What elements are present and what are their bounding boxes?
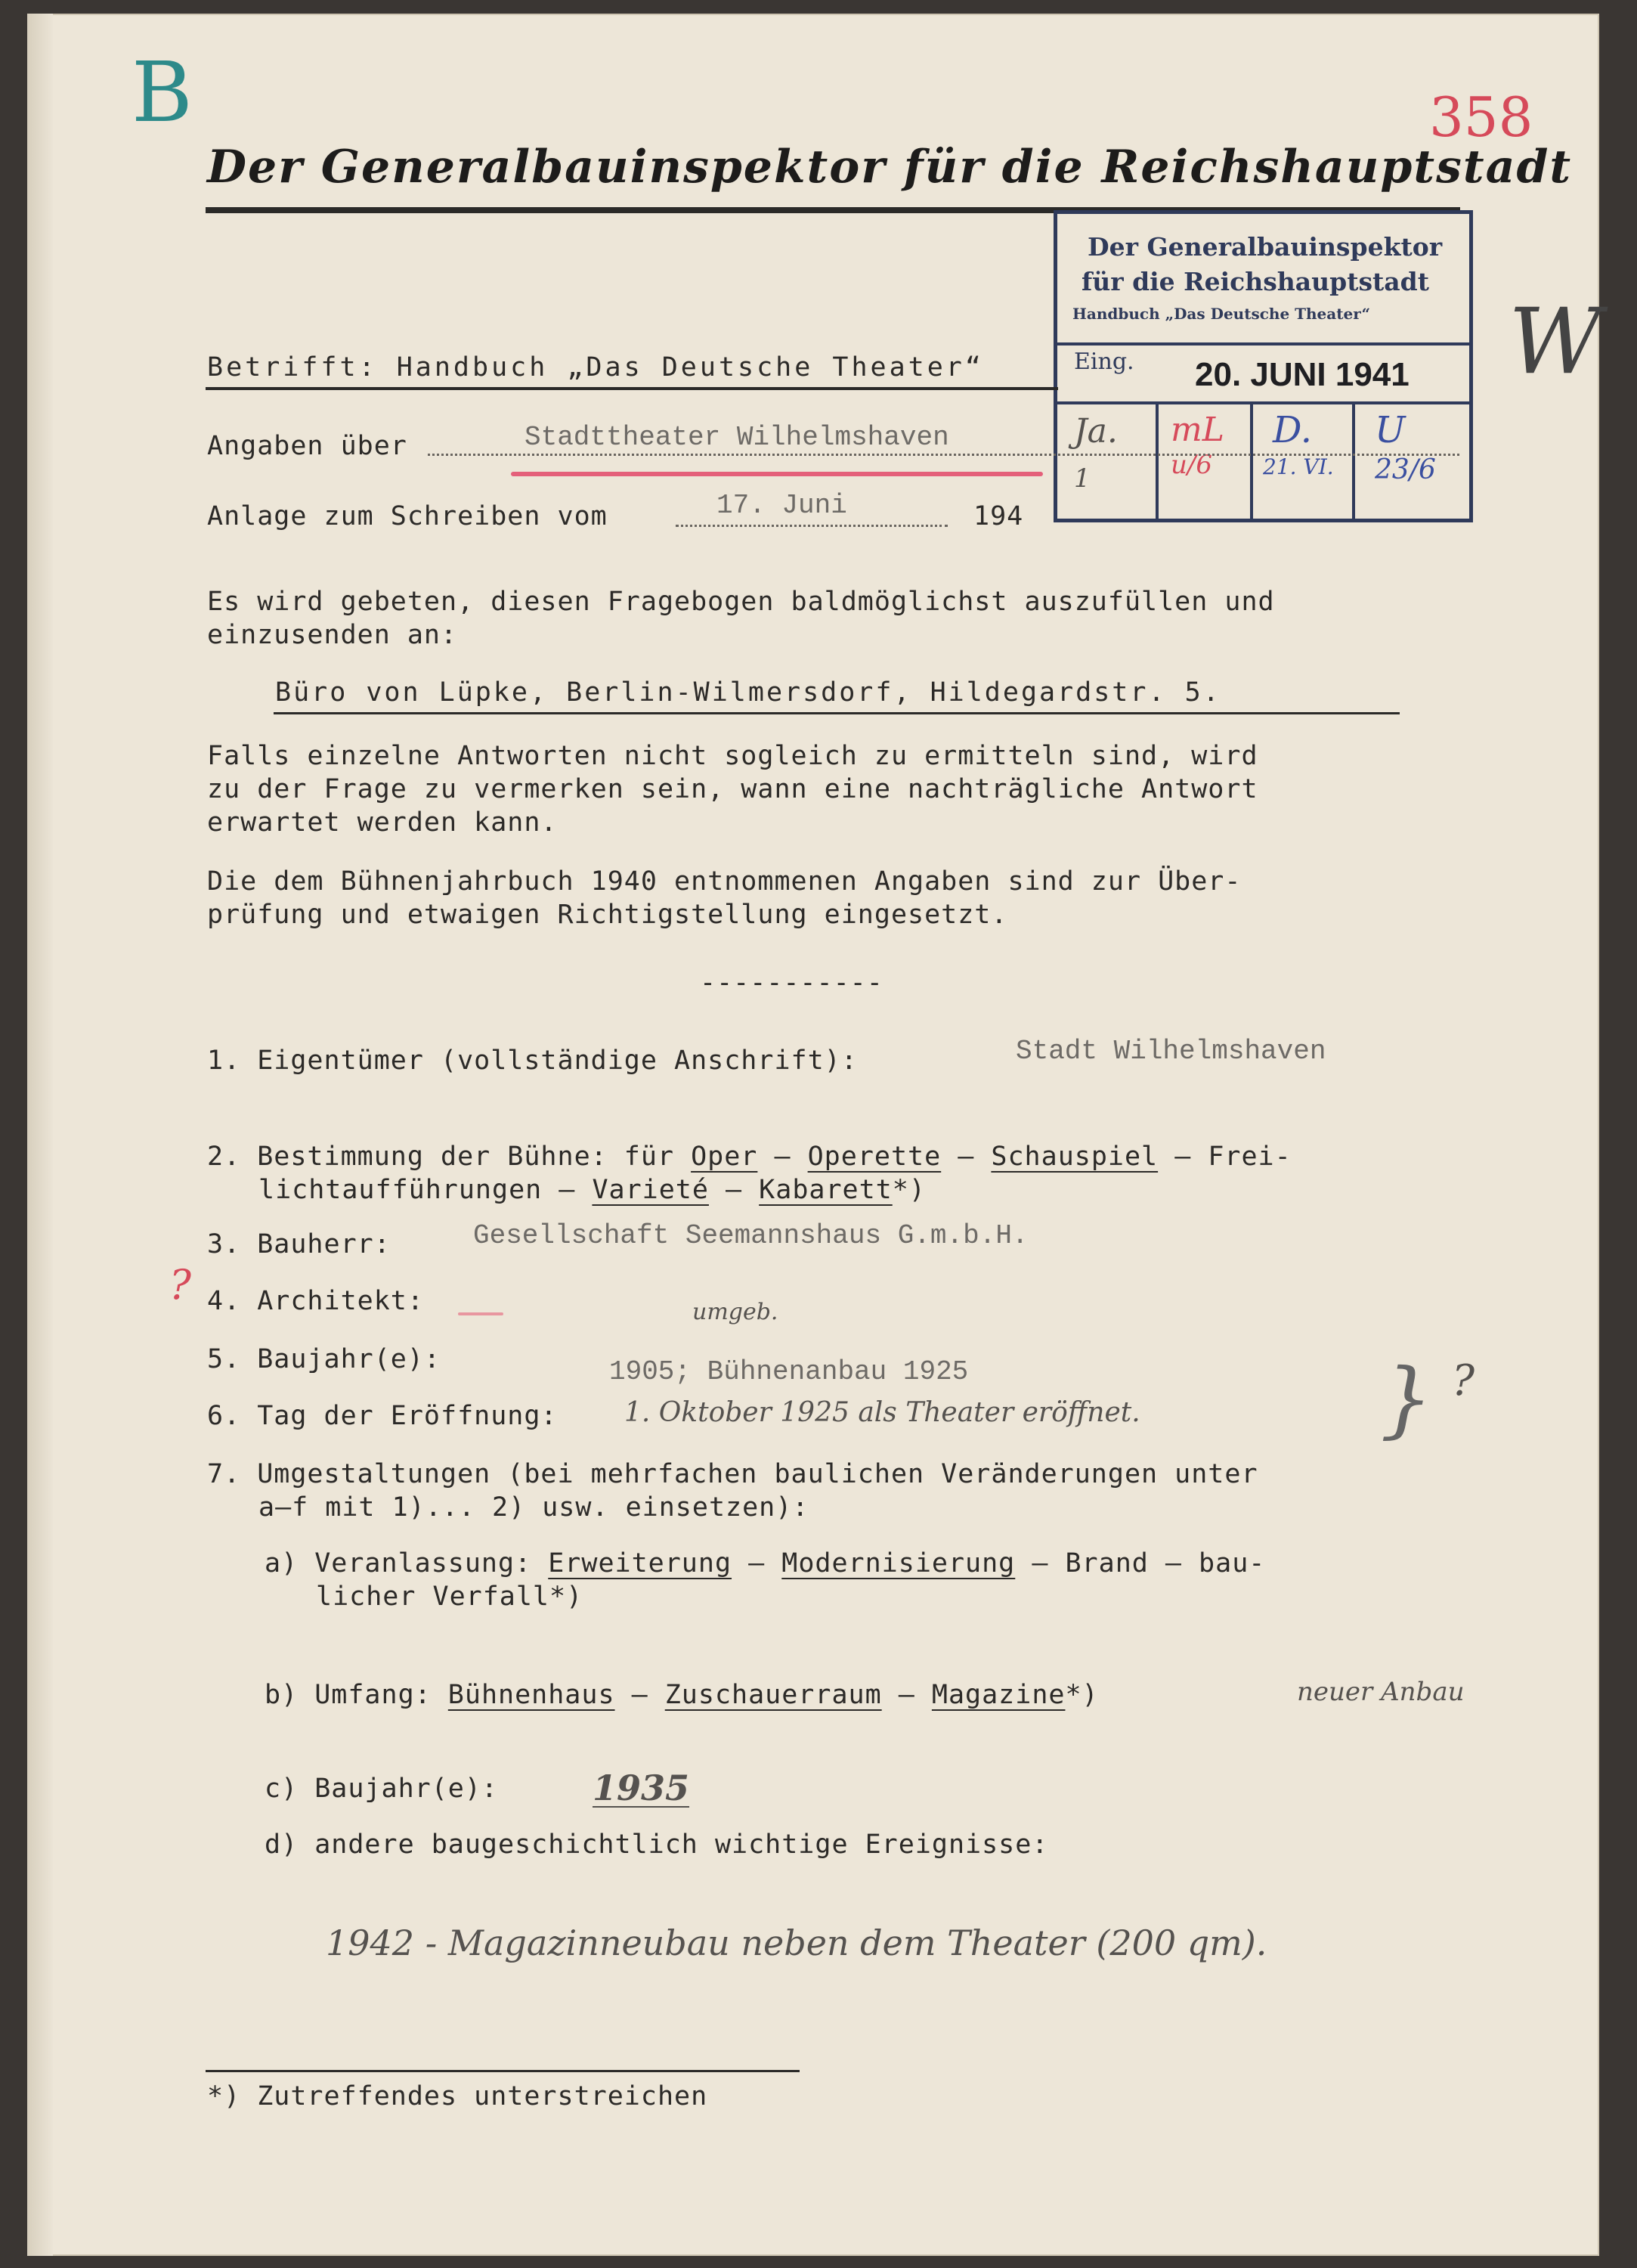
mark-right-margin: W	[1509, 290, 1602, 395]
mark-page-number: 358	[1429, 85, 1533, 149]
q7b-label: b) Umfang:	[265, 1680, 448, 1710]
q7c-handwritten: 1935	[593, 1768, 690, 1808]
separator: -----------	[700, 968, 883, 998]
q2-sep-1: —	[757, 1142, 808, 1172]
address-rule	[274, 712, 1400, 714]
stamp-cell-4: U	[1375, 409, 1406, 451]
falls-line-1: Falls einzelne Antworten nicht sogleich zu ermitteln sind, wird	[207, 741, 1258, 771]
intro-line-1: Es wird gebeten, diesen Fragebogen baldmöglichst auszufüllen und	[207, 587, 1275, 617]
q1-label: 1. Eigentümer (vollständige Anschrift):	[207, 1046, 858, 1076]
q2-sep-2: —	[941, 1142, 992, 1172]
stamp-cell-1: Ja.	[1074, 412, 1118, 451]
stamp-cell-3: D.	[1273, 409, 1313, 451]
q7a-rest: — Brand — bau-	[1015, 1548, 1266, 1579]
q4-label: 4. Architekt:	[207, 1286, 424, 1316]
intro-line-2: einzusenden an:	[207, 620, 458, 650]
q7a-line-2: licher Verfall*)	[316, 1582, 583, 1612]
q2-operette: Operette	[807, 1142, 942, 1172]
anlage-dotline	[676, 525, 948, 527]
q2-oper: Oper	[691, 1142, 758, 1172]
stamp-cell-3-sub: 21. VI.	[1263, 454, 1334, 479]
betrifft-line: Betrifft: Handbuch „Das Deutsche Theater“	[207, 352, 984, 383]
letterhead: Der Generalbauinspektor für die Reichshauptstadt	[207, 141, 1573, 194]
q2-prefix: 2. Bestimmung der Bühne: für	[207, 1142, 692, 1172]
q2-line-2	[258, 1175, 926, 1205]
stamp-divider-2	[1057, 401, 1469, 404]
stamp-line-1: Der Generalbauinspektor	[1088, 232, 1443, 262]
stamp-eing-label: Eing.	[1074, 349, 1134, 375]
q7a-sep: —	[732, 1548, 782, 1579]
die-line-1: Die dem Bühnenjahrbuch 1940 entnommenen Angaben sind zur Über-	[207, 866, 1242, 897]
falls-line-2: zu der Frage zu vermerken sein, wann eine nachträgliche Antwort	[207, 774, 1258, 804]
q4-red-stroke	[458, 1312, 503, 1315]
q5-annotation: umgeb.	[692, 1299, 778, 1325]
angaben-highlight	[511, 472, 1043, 476]
q5-label: 5. Baujahr(e):	[207, 1344, 441, 1374]
q1-value: Stadt Wilhelmshaven	[1016, 1036, 1326, 1067]
q7b-handwritten: neuer Anbau	[1297, 1677, 1465, 1707]
q7d-handwritten: 1942 - Magazinneubau neben dem Theater (200 qm).	[326, 1923, 1267, 1963]
q2-suffix: — Frei-	[1158, 1142, 1292, 1172]
q7b-star: *)	[1065, 1680, 1099, 1710]
betrifft-rule	[206, 387, 1058, 390]
die-line-2: prüfung und etwaigen Richtigstellung eingesetzt.	[207, 900, 1008, 930]
anlage-label: Anlage zum Schreiben vom	[207, 501, 608, 531]
q2-schauspiel: Schauspiel	[991, 1142, 1159, 1172]
stamp-cell-2-sub: u/6	[1171, 450, 1212, 480]
angaben-label: Angaben über	[207, 431, 407, 461]
q7a-label: a) Veranlassung:	[265, 1548, 549, 1579]
q2-kabarett: Kabarett	[759, 1175, 893, 1205]
stamp-cell-2: mL	[1171, 411, 1224, 449]
q2-line-1	[207, 1142, 1292, 1172]
q7b-sep-2: —	[881, 1680, 932, 1710]
stamp-line-3: Handbuch „Das Deutsche Theater“	[1072, 305, 1370, 323]
q2-sep-3: —	[708, 1175, 760, 1205]
q7a-modernisierung: Modernisierung	[781, 1548, 1016, 1579]
receipt-stamp	[1054, 210, 1473, 522]
angaben-value: Stadttheater Wilhelmshaven	[525, 422, 949, 453]
q7-line-1: 7. Umgestaltungen (bei mehrfachen baulichen Veränderungen unter	[207, 1459, 1258, 1489]
q7b-zuschauerraum: Zuschauerraum	[664, 1680, 882, 1710]
stamp-divider	[1057, 342, 1469, 345]
stamp-date: 20. JUNI 1941	[1195, 356, 1410, 393]
stamp-line-2: für die Reichshauptstadt	[1082, 267, 1429, 296]
address-line: Büro von Lüpke, Berlin-Wilmersdorf, Hildegardstr. 5.	[275, 677, 1221, 708]
q6-query-mark: ?	[1452, 1356, 1475, 1405]
q6-label: 6. Tag der Eröffnung:	[207, 1401, 558, 1431]
q7a-line-1	[265, 1548, 1265, 1579]
footnote-rule	[206, 2070, 800, 2072]
footnote: *) Zutreffendes unterstreichen	[207, 2081, 708, 2112]
falls-line-3: erwartet werden kann.	[207, 807, 558, 838]
stamp-col-2	[1250, 401, 1253, 522]
stamp-cell-4-sub: 23/6	[1375, 454, 1436, 485]
q7c-label: c) Baujahr(e):	[265, 1774, 499, 1804]
q7b-line	[265, 1680, 1099, 1710]
q7a-erweiterung: Erweiterung	[548, 1548, 732, 1579]
q3-label: 3. Bauherr:	[207, 1229, 391, 1259]
q7b-sep-1: —	[614, 1680, 665, 1710]
q3-value: Gesellschaft Seemannshaus G.m.b.H.	[473, 1220, 1029, 1251]
q2-line-2-prefix: lichtaufführungen —	[258, 1175, 593, 1205]
stamp-col-3	[1352, 401, 1355, 522]
q6-bracket: }	[1380, 1350, 1433, 1447]
stamp-col-1	[1156, 401, 1159, 522]
mark-top-left: B	[132, 44, 193, 141]
q7b-buehnenhaus: Bühnenhaus	[447, 1680, 615, 1710]
angaben-dotline	[428, 454, 1459, 456]
document-page	[27, 14, 1602, 2256]
q7-line-2: a—f mit 1)... 2) usw. einsetzen):	[258, 1492, 809, 1523]
q7b-magazine: Magazine	[931, 1680, 1066, 1710]
anlage-year: 194	[973, 501, 1024, 531]
anlage-date: 17. Juni	[716, 490, 847, 521]
q7d-label: d) andere baugeschichtlich wichtige Ereignisse:	[265, 1830, 1049, 1860]
stamp-cell-1-sub: 1	[1074, 463, 1091, 494]
q4-margin-mark: ?	[169, 1261, 191, 1309]
q2-variete: Varieté	[592, 1175, 709, 1205]
q2-star: *)	[892, 1175, 926, 1205]
q5-value: 1905; Bühnenanbau 1925	[609, 1356, 969, 1387]
page-binding-edge	[27, 14, 53, 2256]
q6-handwritten: 1. Oktober 1925 als Theater eröffnet.	[624, 1397, 1140, 1428]
